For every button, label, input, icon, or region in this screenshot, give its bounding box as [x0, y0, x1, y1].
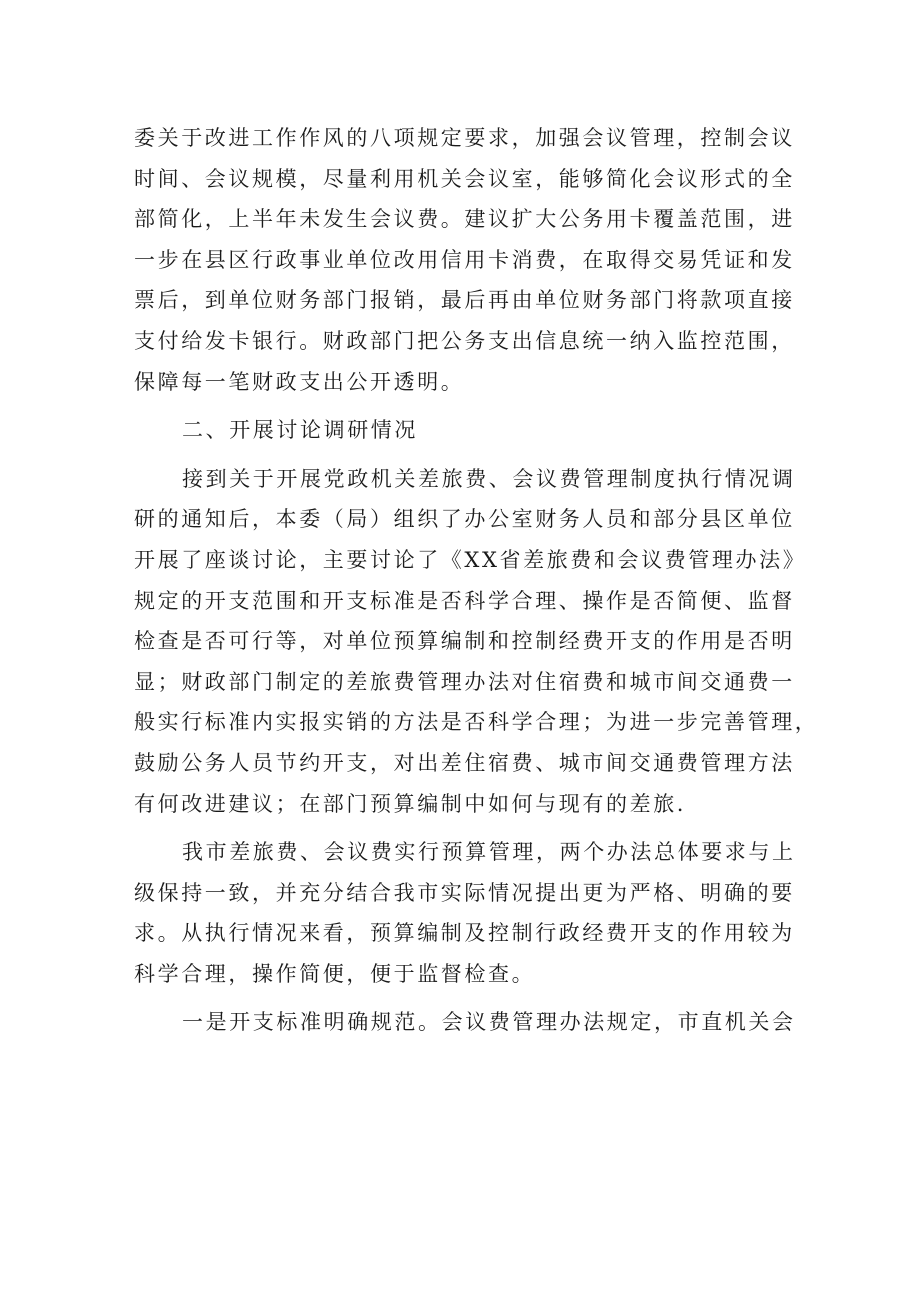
text-line: 部简化，上半年未发生会议费。建议扩大公务用卡覆盖范围，进	[134, 207, 795, 232]
text-line: 求。从执行情况来看，预算编制及控制行政经费开支的作用较为	[134, 921, 795, 946]
paragraph-budget-management	[134, 832, 802, 994]
text-line: 有何改进建议；在部门预算编制中如何与现有的差旅.	[134, 791, 687, 816]
text-line: 支付给发卡银行。财政部门把公务支出信息统一纳入监控范围，	[134, 328, 795, 353]
text-line: 保障每一笔财政支出公开透明。	[134, 369, 465, 394]
text-line: 接到关于开展党政机关差旅费、会议费管理制度执行情况调	[182, 466, 796, 491]
paragraph-standards	[134, 1002, 802, 1043]
text-line: 显；财政部门制定的差旅费管理办法对住宿费和城市间交通费一	[134, 669, 795, 694]
text-line: 级保持一致，并充分结合我市实际情况提出更为严格、明确的要	[134, 880, 795, 905]
text-line: 般实行标准内实报实销的方法是否科学合理；为进一步完善管理，	[134, 710, 819, 735]
section-heading: 二、开展讨论调研情况	[182, 418, 418, 443]
text-line: 科学合理，操作简便，便于监督检查。	[134, 961, 536, 986]
text-line: 委关于改进工作作风的八项规定要求，加强会议管理，控制会议	[134, 126, 795, 150]
text-line: 一是开支标准明确规范。会议费管理办法规定，市直机关会	[182, 1010, 796, 1035]
text-line: 我市差旅费、会议费实行预算管理，两个办法总体要求与上	[182, 840, 796, 865]
paragraph-meeting-management	[134, 118, 802, 402]
text-line: 研的通知后，本委（局）组织了办公室财务人员和部分县区单位	[134, 507, 795, 532]
text-line: 检查是否可行等，对单位预算编制和控制经费开支的作用是否明	[134, 629, 795, 654]
text-line: 开展了座谈讨论，主要讨论了《XX省差旅费和会议费管理办法》	[134, 547, 807, 572]
document-body	[134, 118, 819, 1043]
text-line: 时间、会议规模，尽量利用机关会议室，能够简化会议形式的全	[134, 166, 795, 191]
text-line: 票后，到单位财务部门报销，最后再由单位财务部门将款项直接	[134, 288, 795, 313]
paragraph-discussion	[134, 459, 819, 824]
text-line: 鼓励公务人员节约开支，对出差住宿费、城市间交通费管理方法	[134, 750, 795, 775]
text-line: 规定的开支范围和开支标准是否科学合理、操作是否简便、监督	[134, 588, 795, 613]
text-line: 一步在县区行政事业单位改用信用卡消费，在取得交易凭证和发	[134, 247, 795, 272]
